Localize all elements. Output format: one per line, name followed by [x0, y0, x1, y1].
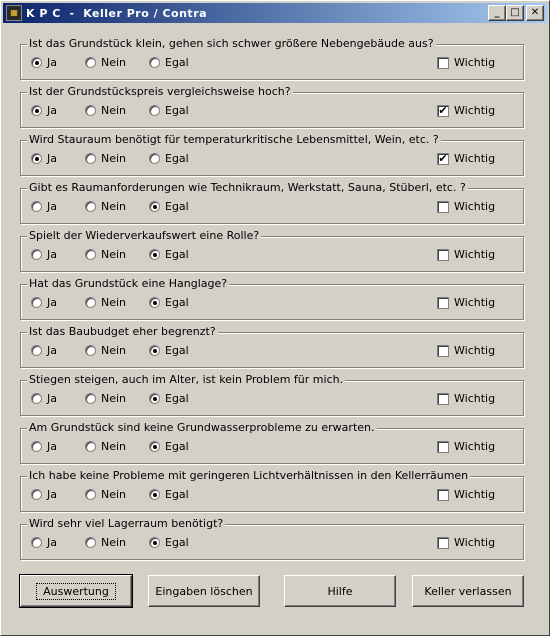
wichtig-label: Wichtig [454, 200, 496, 213]
radio-option-nein[interactable] [85, 104, 126, 117]
question-text: Spielt der Wiederverkaufswert eine Rolle? [29, 229, 260, 242]
radio-label-egal: Egal [165, 392, 189, 405]
radio-label-ja: Ja [47, 440, 57, 453]
radio-label-ja: Ja [47, 248, 57, 261]
radio-label-ja: Ja [47, 344, 57, 357]
radio-button-nein[interactable] [85, 201, 96, 212]
radio-button-egal[interactable] [149, 201, 160, 212]
radio-option-nein[interactable] [85, 296, 126, 309]
eingaben-loeschen-label: Eingaben löschen [155, 584, 253, 598]
question-text: Ist der Grundstückspreis vergleichsweise hoch? [29, 85, 291, 98]
radio-option-egal[interactable] [149, 200, 189, 213]
radio-button-ja[interactable] [31, 393, 42, 404]
wichtig-checkbox[interactable] [437, 297, 449, 309]
radio-button-nein[interactable] [85, 489, 96, 500]
wichtig-label: Wichtig [454, 296, 496, 309]
question-group [20, 181, 524, 224]
radio-option-nein[interactable] [85, 152, 126, 165]
question-text: Ist das Grundstück klein, gehen sich schwer größere Nebengebäude aus? [29, 37, 434, 50]
radio-option-ja[interactable] [31, 296, 57, 309]
radio-button-egal[interactable] [149, 441, 160, 452]
radio-option-nein[interactable] [85, 344, 126, 357]
radio-label-nein: Nein [101, 296, 127, 309]
radio-label-ja: Ja [47, 488, 57, 501]
wichtig-checkbox-option[interactable] [437, 440, 495, 453]
question-group [20, 325, 524, 368]
wichtig-label: Wichtig [454, 440, 496, 453]
radio-label-nein: Nein [101, 344, 127, 357]
wichtig-checkbox[interactable] [437, 201, 449, 213]
radio-button-nein[interactable] [85, 153, 96, 164]
hilfe-label: Hilfe [327, 584, 353, 598]
wichtig-label: Wichtig [454, 536, 496, 549]
question-group [20, 277, 524, 320]
radio-button-egal[interactable] [149, 57, 160, 68]
radio-option-egal[interactable] [149, 104, 189, 117]
radio-option-ja[interactable] [31, 152, 57, 165]
radio-option-nein[interactable] [85, 536, 126, 549]
radio-label-egal: Egal [165, 152, 189, 165]
radio-option-egal[interactable] [149, 536, 189, 549]
wichtig-checkbox[interactable] [437, 393, 449, 405]
radio-option-nein[interactable] [85, 488, 126, 501]
app-icon: ▦ [6, 5, 22, 21]
radio-button-nein[interactable] [85, 249, 96, 260]
radio-button-nein[interactable] [85, 105, 96, 116]
radio-label-egal: Egal [165, 296, 189, 309]
radio-label-nein: Nein [101, 248, 127, 261]
radio-label-ja: Ja [47, 200, 57, 213]
question-group [20, 373, 524, 416]
eingaben-loeschen-button[interactable] [148, 575, 260, 607]
wichtig-checkbox[interactable] [437, 537, 449, 549]
window-title: K P C - Keller Pro / Contra [26, 6, 208, 20]
radio-option-ja[interactable] [31, 536, 57, 549]
wichtig-checkbox[interactable] [437, 441, 449, 453]
wichtig-label: Wichtig [454, 344, 496, 357]
auswertung-button[interactable] [20, 575, 132, 607]
wichtig-label: Wichtig [454, 56, 496, 69]
radio-button-ja[interactable] [31, 297, 42, 308]
radio-button-egal[interactable] [149, 153, 160, 164]
question-group [20, 229, 524, 272]
radio-label-ja: Ja [47, 392, 57, 405]
wichtig-label: Wichtig [454, 104, 496, 117]
question-text: Ist das Baubudget eher begrenzt? [29, 325, 216, 338]
radio-option-nein[interactable] [85, 248, 126, 261]
question-group [20, 133, 524, 176]
title-bar[interactable] [3, 3, 547, 23]
radio-button-ja[interactable] [31, 489, 42, 500]
radio-button-egal[interactable] [149, 345, 160, 356]
question-text: Stiegen steigen, auch im Alter, ist kein Problem für mich. [29, 373, 344, 386]
radio-label-nein: Nein [101, 104, 127, 117]
wichtig-checkbox[interactable] [437, 345, 449, 357]
wichtig-label: Wichtig [454, 392, 496, 405]
wichtig-checkbox-option[interactable] [437, 248, 495, 261]
question-text: Am Grundstück sind keine Grundwasserprobleme zu erwarten. [29, 421, 375, 434]
radio-label-egal: Egal [165, 440, 189, 453]
radio-button-nein[interactable] [85, 57, 96, 68]
wichtig-checkbox-option[interactable] [437, 56, 495, 69]
question-text: Hat das Grundstück eine Hanglage? [29, 277, 228, 290]
question-group [20, 469, 524, 512]
radio-button-ja[interactable] [31, 249, 42, 260]
wichtig-checkbox-option[interactable] [437, 392, 495, 405]
radio-button-ja[interactable] [31, 537, 42, 548]
question-text: Wird sehr viel Lagerraum benötigt? [29, 517, 224, 530]
radio-option-ja[interactable] [31, 392, 57, 405]
wichtig-checkbox-option[interactable] [437, 104, 495, 117]
radio-label-nein: Nein [101, 392, 127, 405]
radio-label-ja: Ja [47, 104, 57, 117]
radio-label-nein: Nein [101, 488, 127, 501]
radio-button-ja[interactable] [31, 345, 42, 356]
radio-option-nein[interactable] [85, 392, 126, 405]
radio-button-egal[interactable] [149, 297, 160, 308]
maximize-icon[interactable]: □ [506, 5, 524, 21]
radio-button-nein[interactable] [85, 441, 96, 452]
wichtig-checkbox[interactable] [437, 489, 449, 501]
radio-button-ja[interactable] [31, 153, 42, 164]
radio-option-ja[interactable] [31, 56, 57, 69]
radio-option-egal[interactable] [149, 344, 189, 357]
radio-option-egal[interactable] [149, 440, 189, 453]
question-group [20, 517, 524, 560]
question-text: Ich habe keine Probleme mit geringeren Lichtverhältnissen in den Kellerräumen [29, 469, 469, 482]
wichtig-checkbox-option[interactable] [437, 488, 495, 501]
question-group [20, 421, 524, 464]
radio-button-egal[interactable] [149, 105, 160, 116]
wichtig-checkbox-option[interactable] [437, 296, 495, 309]
radio-label-egal: Egal [165, 56, 189, 69]
radio-label-nein: Nein [101, 440, 127, 453]
radio-button-nein[interactable] [85, 537, 96, 548]
wichtig-checkbox-option[interactable] [437, 200, 495, 213]
wichtig-label: Wichtig [454, 248, 496, 261]
radio-button-nein[interactable] [85, 393, 96, 404]
radio-option-ja[interactable] [31, 344, 57, 357]
radio-button-nein[interactable] [85, 297, 96, 308]
radio-button-ja[interactable] [31, 105, 42, 116]
wichtig-label: Wichtig [454, 152, 496, 165]
radio-label-egal: Egal [165, 248, 189, 261]
radio-option-ja[interactable] [31, 200, 57, 213]
wichtig-checkbox-option[interactable] [437, 152, 495, 165]
question-text: Gibt es Raumanforderungen wie Technikraum, Werkstatt, Sauna, Stüberl, etc. ? [29, 181, 466, 194]
radio-label-egal: Egal [165, 104, 189, 117]
radio-label-nein: Nein [101, 536, 127, 549]
close-icon[interactable]: ✕ [526, 5, 544, 21]
radio-option-egal[interactable] [149, 296, 189, 309]
radio-option-ja[interactable] [31, 440, 57, 453]
radio-label-ja: Ja [47, 296, 57, 309]
radio-label-nein: Nein [101, 56, 127, 69]
radio-label-egal: Egal [165, 200, 189, 213]
radio-option-egal[interactable] [149, 248, 189, 261]
question-group [20, 37, 524, 80]
radio-label-ja: Ja [47, 56, 57, 69]
wichtig-checkbox[interactable] [437, 249, 449, 261]
radio-option-nein[interactable] [85, 56, 126, 69]
radio-option-ja[interactable] [31, 488, 57, 501]
radio-option-nein[interactable] [85, 440, 126, 453]
radio-button-ja[interactable] [31, 201, 42, 212]
radio-label-nein: Nein [101, 152, 127, 165]
radio-button-nein[interactable] [85, 345, 96, 356]
radio-option-ja[interactable] [31, 248, 57, 261]
radio-button-egal[interactable] [149, 489, 160, 500]
radio-option-egal[interactable] [149, 488, 189, 501]
hilfe-button[interactable] [284, 575, 396, 607]
radio-option-egal[interactable] [149, 392, 189, 405]
radio-option-nein[interactable] [85, 200, 126, 213]
radio-option-ja[interactable] [31, 104, 57, 117]
keller-verlassen-label: Keller verlassen [424, 584, 512, 598]
radio-button-ja[interactable] [31, 441, 42, 452]
question-group [20, 85, 524, 128]
question-text: Wird Stauraum benötigt für temperaturkritische Lebensmittel, Wein, etc. ? [29, 133, 439, 146]
radio-button-egal[interactable] [149, 249, 160, 260]
checkmark-icon[interactable]: ✔ [438, 152, 448, 165]
radio-button-egal[interactable] [149, 393, 160, 404]
radio-label-ja: Ja [47, 152, 57, 165]
auswertung-label: Auswertung [36, 583, 116, 600]
wichtig-checkbox[interactable] [437, 57, 449, 69]
wichtig-label: Wichtig [454, 488, 496, 501]
checkmark-icon[interactable]: ✔ [438, 104, 448, 117]
radio-label-egal: Egal [165, 536, 189, 549]
wichtig-checkbox-option[interactable] [437, 536, 495, 549]
title-bar-buttons [488, 5, 544, 21]
minimize-icon[interactable]: _ [488, 5, 506, 21]
keller-verlassen-button[interactable] [412, 575, 524, 607]
radio-label-egal: Egal [165, 344, 189, 357]
radio-option-egal[interactable] [149, 152, 189, 165]
radio-label-ja: Ja [47, 536, 57, 549]
radio-label-egal: Egal [165, 488, 189, 501]
radio-option-egal[interactable] [149, 56, 189, 69]
radio-button-egal[interactable] [149, 537, 160, 548]
wichtig-checkbox-option[interactable] [437, 344, 495, 357]
radio-label-nein: Nein [101, 200, 127, 213]
radio-button-ja[interactable] [31, 57, 42, 68]
